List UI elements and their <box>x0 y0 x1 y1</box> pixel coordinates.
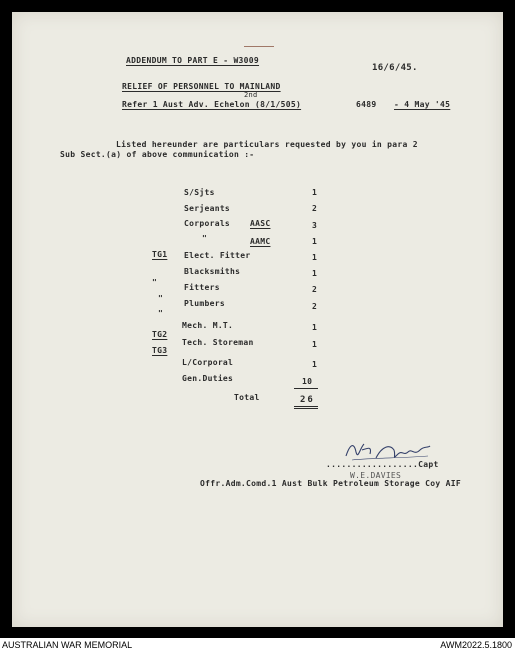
row-rank: Corporals <box>184 219 231 228</box>
total-value: 26 <box>300 395 315 405</box>
row-count: 1 <box>312 253 318 262</box>
signature-line: ..................Capt <box>326 460 439 469</box>
row-count: 2 <box>312 285 318 294</box>
row-group: " <box>158 294 164 303</box>
doc-date: 16/6/45. <box>372 63 418 73</box>
total-label: Total <box>234 393 260 402</box>
row-count: 1 <box>312 237 318 246</box>
row-group: " <box>158 309 164 318</box>
row-group: TG2 <box>152 330 168 339</box>
row-corps: AAMC <box>250 237 271 246</box>
document-page <box>12 12 503 627</box>
row-count: 1 <box>312 340 318 349</box>
row-rank: L/Corporal <box>182 358 234 367</box>
row-count: 1 <box>312 188 318 197</box>
row-rank: " <box>202 234 208 243</box>
row-rank: Mech. M.T. <box>182 321 234 330</box>
intro-line-2: Sub Sect.(a) of above communication :- <box>60 150 255 159</box>
total-rule <box>294 406 318 407</box>
doc-title: ADDENDUM TO PART E - W3009 <box>126 56 260 65</box>
total-double-rule <box>294 408 318 409</box>
signatory-office: Offr.Adm.Comd.1 Aust Bulk Petroleum Storage Coy AIF <box>200 479 461 488</box>
doc-subject: RELIEF OF PERSONNEL TO MAINLAND <box>122 82 281 91</box>
row-rank: Tech. Storeman <box>182 338 254 347</box>
refer-date: - 4 May '45 <box>394 100 451 109</box>
superscript-note: 2nd <box>244 91 258 99</box>
archive-reference: AWM2022.5.1800 <box>440 640 512 650</box>
row-count: 3 <box>312 221 318 230</box>
row-count: 1 <box>312 360 318 369</box>
refer-line: Refer 1 Aust Adv. Echelon (8/1/505) <box>122 100 302 109</box>
row-group: TG1 <box>152 250 168 259</box>
row-count: 10 <box>302 377 313 386</box>
sum-rule <box>294 388 318 389</box>
refer-number: 6489 <box>356 100 377 109</box>
row-group: TG3 <box>152 346 168 355</box>
row-group: " <box>152 278 158 287</box>
intro-line-1: Listed hereunder are particulars requested by you in para 2 <box>116 140 418 149</box>
row-rank: Serjeants <box>184 204 231 213</box>
row-rank: Blacksmiths <box>184 267 241 276</box>
row-count: 2 <box>312 204 318 213</box>
row-count: 2 <box>312 302 318 311</box>
signatory-name: W.E.DAVIES <box>350 471 402 480</box>
row-rank: Gen.Duties <box>182 374 234 383</box>
row-count: 1 <box>312 323 318 332</box>
row-rank: Fitters <box>184 283 220 292</box>
row-rank: S/Sjts <box>184 188 215 197</box>
row-rank: Plumbers <box>184 299 225 308</box>
row-corps: AASC <box>250 219 271 228</box>
row-count: 1 <box>312 269 318 278</box>
archive-footer <box>0 638 515 653</box>
pencil-mark <box>244 46 274 47</box>
archive-name: AUSTRALIAN WAR MEMORIAL <box>2 640 133 650</box>
row-rank: Elect. Fitter <box>184 251 251 260</box>
